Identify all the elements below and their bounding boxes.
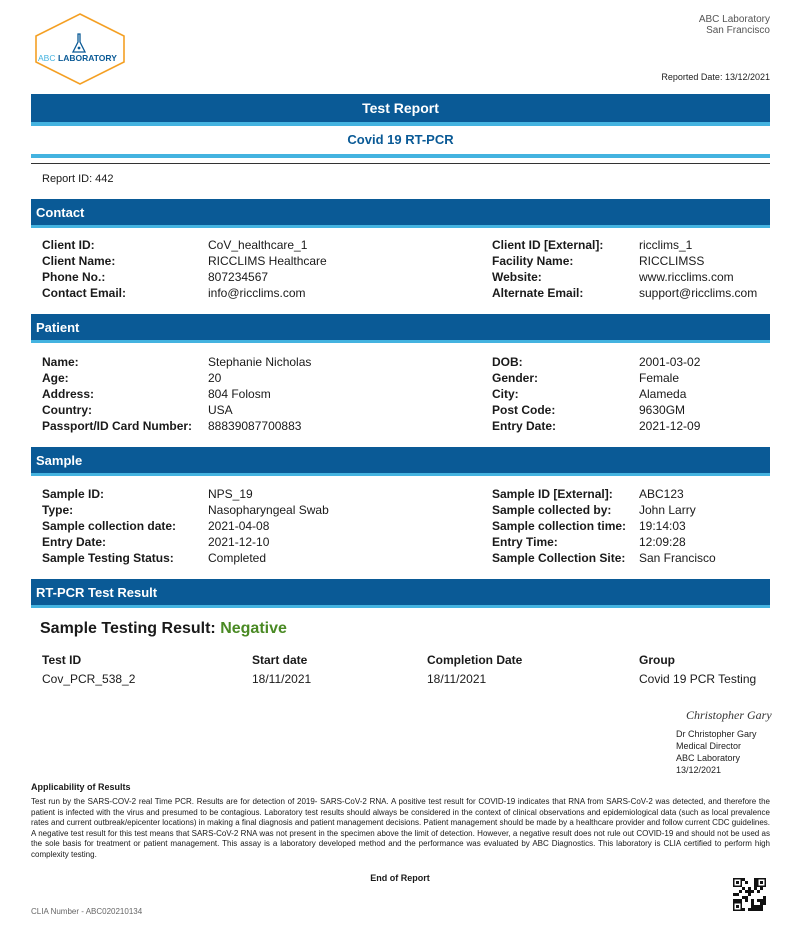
field-value: NPS_19 xyxy=(208,487,253,501)
table-row xyxy=(42,672,770,688)
signer-org: ABC Laboratory xyxy=(676,753,741,763)
field-label: City: xyxy=(492,387,519,401)
field-value: John Larry xyxy=(639,503,696,517)
contact-section-header: Contact xyxy=(31,199,770,228)
col-test-id: Test ID xyxy=(42,653,82,667)
col-start-date: Start date xyxy=(252,653,308,667)
field-value: RICCLIMSS xyxy=(639,254,705,268)
report-subtitle: Covid 19 RT-PCR xyxy=(347,132,454,147)
signer-title: Medical Director xyxy=(676,741,742,751)
signer-date: 13/12/2021 xyxy=(676,765,722,775)
field-label: Sample Testing Status: xyxy=(42,551,174,565)
lab-address xyxy=(699,14,770,36)
detail-row xyxy=(42,254,770,270)
cell-start-date: 18/11/2021 xyxy=(252,672,312,686)
field-value: Nasopharyngeal Swab xyxy=(208,503,329,517)
cell-test-id: Cov_PCR_538_2 xyxy=(42,672,136,686)
field-value: www.ricclims.com xyxy=(639,270,734,284)
field-value: 2001-03-02 xyxy=(639,355,701,369)
abc-laboratory-logo xyxy=(32,12,128,86)
field-value: 12:09:28 xyxy=(639,535,686,549)
end-of-report: End of Report xyxy=(370,873,430,883)
field-value: 807234567 xyxy=(208,270,269,284)
field-value: 2021-12-09 xyxy=(639,419,701,433)
field-value: CoV_healthcare_1 xyxy=(208,238,308,252)
field-label: Sample ID [External]: xyxy=(492,487,613,501)
field-label: Entry Time: xyxy=(492,535,558,549)
patient-details xyxy=(42,355,770,435)
field-value: 2021-04-08 xyxy=(208,519,270,533)
field-value: support@ricclims.com xyxy=(639,286,758,300)
detail-row xyxy=(42,487,770,503)
logo-text-abc: ABC xyxy=(38,53,56,63)
detail-row xyxy=(42,286,770,302)
applicability-text: Test run by the SARS-COV-2 real Time PCR. Results are for detection of 2019- SARS-CoV-2 RNA. A positive test result for COVID-19 indicates that RNA from SARS-CoV-2 was detected, and therefore the patient is infected with the virus and presumed to be contagious. Laboratory test results should always be considered in the context of clinical observations and epidemiological data (such as local prevalence rates and current outbreak/epicenter locations) in making a final diagnosis and patient management decisions. Patient management should be made by a healthcare provider and follow current CDC guidelines. A negative test result for this test means that SARS-CoV-2 RNA was not present in the specimen above the limit of detection. However, a negative result does not rule out COVID-19 and should not be used as the sole basis for treatment or patient management. This assay is a laboratory developed method and the performance was evaluated by ABC Diagnostics. This laboratory is CLIA certified to perform high complexity testing. xyxy=(31,797,770,859)
detail-row xyxy=(42,355,770,371)
field-value: Completed xyxy=(208,551,267,565)
header-rule xyxy=(31,163,770,164)
field-label: Sample Collection Site: xyxy=(492,551,626,565)
field-value: 19:14:03 xyxy=(639,519,686,533)
field-value: 9630GM xyxy=(639,403,686,417)
field-label: Alternate Email: xyxy=(492,286,584,300)
clia-number: CLIA Number - ABC020210134 xyxy=(31,907,143,916)
field-label: Age: xyxy=(42,371,69,385)
field-label: Sample ID: xyxy=(42,487,105,501)
detail-row xyxy=(42,403,770,419)
result-label: Sample Testing Result: xyxy=(40,620,216,637)
report-title: Test Report xyxy=(31,94,770,122)
field-value: 20 xyxy=(208,371,222,385)
field-label: Phone No.: xyxy=(42,270,106,284)
signature-script: Christopher Gary xyxy=(686,708,772,722)
field-label: Name: xyxy=(42,355,79,369)
detail-row xyxy=(42,503,770,519)
field-value: Alameda xyxy=(639,387,687,401)
field-value: RICCLIMS Healthcare xyxy=(208,254,327,268)
cell-completion-date: 18/11/2021 xyxy=(427,672,487,686)
patient-section-header: Patient xyxy=(31,314,770,343)
detail-row xyxy=(42,238,770,254)
reported-date: Reported Date: 13/12/2021 xyxy=(661,72,770,82)
qr-code-icon xyxy=(733,878,766,911)
applicability-title: Applicability of Results xyxy=(31,782,131,792)
field-label: Client Name: xyxy=(42,254,116,268)
sample-section-header: Sample xyxy=(31,447,770,476)
field-label: Client ID: xyxy=(42,238,95,252)
field-value: Female xyxy=(639,371,680,385)
detail-row xyxy=(42,419,770,435)
field-label: Contact Email: xyxy=(42,286,127,300)
detail-row xyxy=(42,551,770,567)
col-group: Group xyxy=(639,653,675,667)
signer-block xyxy=(676,728,757,776)
field-value: 2021-12-10 xyxy=(208,535,270,549)
result-table xyxy=(42,653,770,688)
field-label: Sample collection time: xyxy=(492,519,627,533)
detail-row xyxy=(42,387,770,403)
result-table-header xyxy=(42,653,770,669)
detail-row xyxy=(42,371,770,387)
field-label: Gender: xyxy=(492,371,539,385)
field-value: info@ricclims.com xyxy=(208,286,306,300)
field-label: Country: xyxy=(42,403,92,417)
field-label: Entry Date: xyxy=(492,419,557,433)
field-label: Passport/ID Card Number: xyxy=(42,419,193,433)
field-label: Entry Date: xyxy=(42,535,107,549)
signature-image xyxy=(686,704,772,724)
result-value: Negative xyxy=(220,620,287,637)
col-completion-date: Completion Date xyxy=(427,653,523,667)
field-value: ABC123 xyxy=(639,487,684,501)
lab-name: ABC Laboratory xyxy=(698,14,770,25)
field-label: Type: xyxy=(42,503,74,517)
field-value: USA xyxy=(208,403,233,417)
field-value: 804 Folosm xyxy=(208,387,271,401)
contact-details xyxy=(42,238,770,302)
cell-group: Covid 19 PCR Testing xyxy=(639,672,757,686)
field-label: Sample collected by: xyxy=(492,503,612,517)
field-label: Post Code: xyxy=(492,403,556,417)
detail-row xyxy=(42,535,770,551)
lab-city: San Francisco xyxy=(706,25,770,36)
field-label: Address: xyxy=(42,387,95,401)
report-id: Report ID: 442 xyxy=(42,173,114,185)
detail-row xyxy=(42,519,770,535)
signer-name: Dr Christopher Gary xyxy=(676,729,757,739)
subtitle-divider xyxy=(31,154,770,158)
field-value: 88839087700883 xyxy=(208,419,302,433)
sample-testing-result xyxy=(40,620,287,638)
field-label: Facility Name: xyxy=(492,254,574,268)
field-value: San Francisco xyxy=(639,551,716,565)
field-value: Stephanie Nicholas xyxy=(208,355,312,369)
field-label: Sample collection date: xyxy=(42,519,177,533)
field-label: Website: xyxy=(492,270,542,284)
field-label: Client ID [External]: xyxy=(492,238,604,252)
flask-icon xyxy=(73,34,85,52)
field-label: DOB: xyxy=(492,355,523,369)
logo-text-laboratory: LABORATORY xyxy=(58,53,117,63)
detail-row xyxy=(42,270,770,286)
field-value: ricclims_1 xyxy=(639,238,693,252)
sample-details xyxy=(42,487,770,567)
result-section-header: RT-PCR Test Result xyxy=(31,579,770,608)
